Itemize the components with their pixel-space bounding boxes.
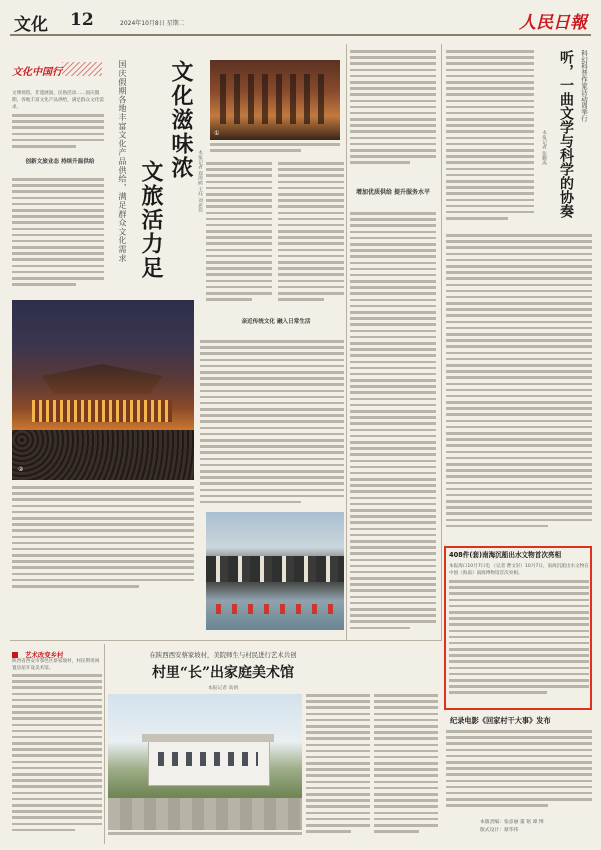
highlighted-intro: 本报海口10月7日电 （记者 曹文轩）10月7日，南海沉船出水文物在中国（海南）南海博物馆首次亮相。 <box>449 564 589 576</box>
section-name: 文化 <box>14 15 48 35</box>
performer-figures <box>220 74 330 124</box>
museum-photo <box>108 694 302 830</box>
crowd <box>12 430 194 480</box>
photo-2-label: ② <box>18 466 24 473</box>
art-village-header-icon <box>12 652 18 658</box>
town-boats <box>216 604 334 614</box>
art-village-body-1 <box>12 674 102 840</box>
bottom-body-col-a <box>306 694 370 840</box>
column-divider-bottom <box>104 644 105 844</box>
photo-1-label: ① <box>214 130 220 137</box>
museum-courtyard <box>108 798 302 830</box>
column-divider-1 <box>346 44 347 640</box>
museum-roof <box>142 734 274 742</box>
column-logo <box>12 60 104 82</box>
paper-logo: 人民日報 <box>519 13 587 33</box>
column-logo-text: 文化中国行 <box>12 67 62 78</box>
middle-subhead-2: 亲近传统文化 融入日常生活 <box>241 319 311 325</box>
left-lead-paragraph: 文博场馆、非遗展演、民俗活动……国庆假期，各地丰富文化产品供给，满足群众文化需求。 <box>12 91 104 110</box>
right-kicker: 科幻科普作家活动周举行 <box>580 50 588 122</box>
art-village-header-text: 艺术改变乡村 <box>25 651 64 659</box>
feature-title-2: 文旅活力足 <box>138 160 164 280</box>
bottom-body-col-b <box>374 694 438 840</box>
bottom-byline: 本报记者 高炳 <box>207 686 239 691</box>
art-village-lead: 陕西省西安市鄠邑区蔡家坡村，村民利用闲置房屋开设美术馆。 <box>12 659 100 671</box>
left-subhead-1: 创新文旅业态 持续升温供给 <box>25 159 95 165</box>
feature-title-1: 文化滋味浓 <box>168 60 194 180</box>
middle-body-col-3 <box>200 340 344 510</box>
bottom-caption-text <box>108 832 302 842</box>
palace-roof <box>42 364 162 394</box>
film-headline: 纪录电影《回家村干大事》发布 <box>450 716 551 725</box>
right-title: 听，一曲文学与科学的协奏 <box>558 50 574 218</box>
column-divider-2 <box>441 44 442 640</box>
palace-lights <box>32 400 172 422</box>
issue-date: 2024年10月8日 星期二 <box>120 20 185 27</box>
highlighted-body <box>449 580 589 704</box>
water-town-photo <box>206 512 344 630</box>
left-body-text-3 <box>12 486 194 594</box>
art-village-header <box>12 644 92 659</box>
feature-byline: 本报记者 郑海鸥 王珏 刘思佳 <box>197 150 202 213</box>
museum-windows <box>158 752 258 766</box>
shadow-puppet-photo <box>210 60 340 140</box>
feature-subtitle: 国庆假期各地丰富文化产品供给，满足群众文化需求 <box>118 60 128 263</box>
right-body-text-2 <box>446 234 592 536</box>
design-credit: 版式设计：蔡华伟 <box>480 828 519 833</box>
middle-subhead: 增加优质供给 提升服务水平 <box>355 189 431 196</box>
bottom-title: 村里“长”出家庭美术馆 <box>151 665 295 681</box>
logo-decoration-icon <box>62 62 102 76</box>
middle-body-col-2 <box>278 162 344 312</box>
middle-body-col-1 <box>206 162 272 312</box>
page-number: 12 <box>70 10 94 30</box>
bottom-kicker: 在陕西西安蔡家坡村，美院师生与村民进行艺术共创 <box>149 651 297 659</box>
masthead <box>10 8 591 36</box>
feature-photo-caption <box>210 143 340 157</box>
left-body-text-2 <box>12 178 104 296</box>
right-byline: 本报记者 张鹏禹 <box>541 130 546 166</box>
middle-right-body-2 <box>350 212 436 636</box>
left-body-text-1 <box>12 114 104 156</box>
film-body <box>446 730 592 814</box>
editor-credit: 本版责编：张彦丽 董 铭 谭 博 <box>480 820 544 825</box>
bottom-section-divider <box>10 640 442 641</box>
right-body-text-1 <box>446 50 534 230</box>
highlighted-article[interactable] <box>444 546 592 710</box>
highlighted-headline: 408件(套)南海沉船出水文物首次亮相 <box>449 551 562 559</box>
middle-right-body-1 <box>350 50 436 174</box>
palace-night-photo <box>12 300 194 480</box>
town-rooftops <box>206 556 344 582</box>
